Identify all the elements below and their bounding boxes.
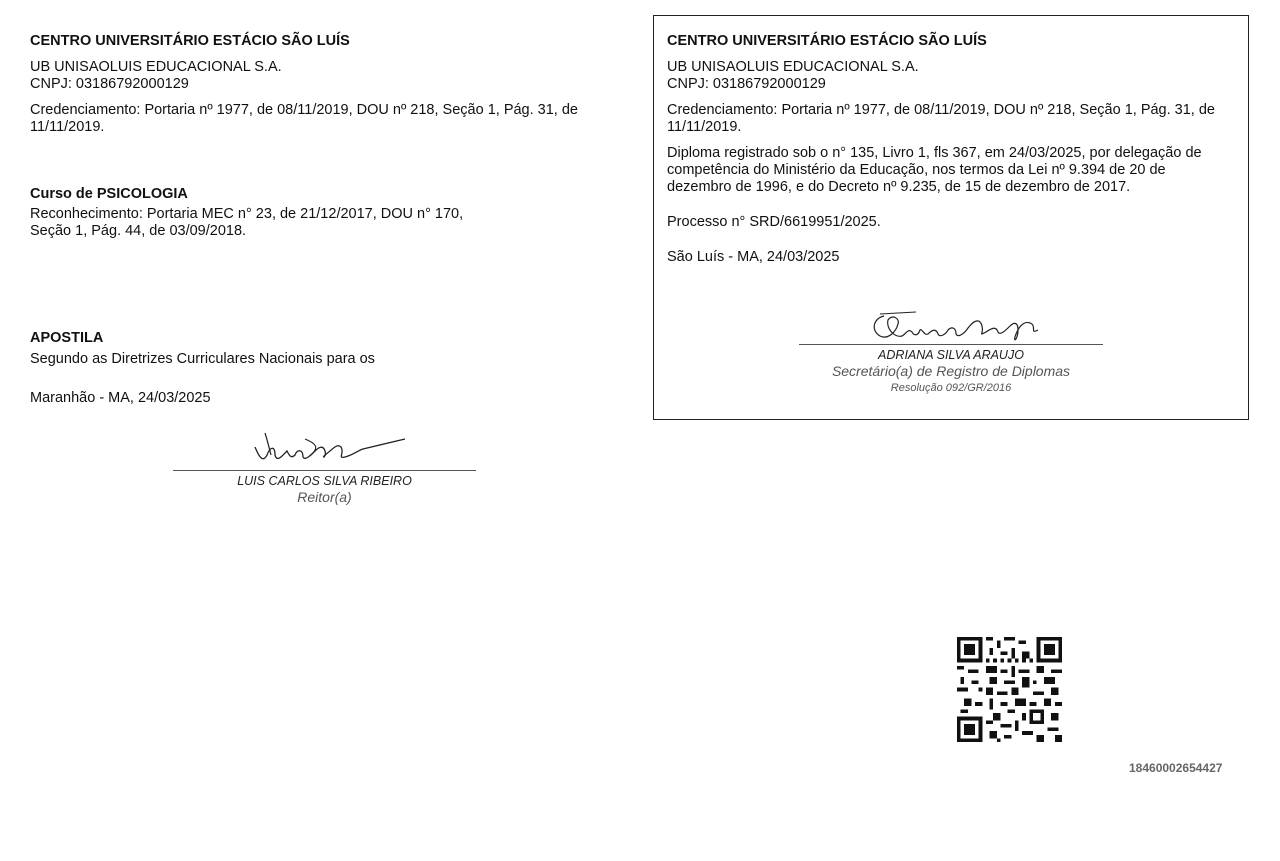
place-date: Maranhão - MA, 24/03/2025 [30, 390, 211, 406]
rector-name: LUIS CARLOS SILVA RIBEIRO [237, 474, 412, 488]
diploma-registration-box [653, 15, 1249, 420]
rector-signature-image [245, 425, 415, 470]
registration-mantenedora-name: UB UNISAOLUIS EDUCACIONAL S.A. [667, 59, 919, 75]
apostila-title: APOSTILA [30, 330, 104, 346]
registration-process-number: Processo n° SRD/6619951/2025. [667, 214, 881, 230]
institution-name: CENTRO UNIVERSITÁRIO ESTÁCIO SÃO LUÍS [30, 33, 350, 49]
registration-record-text: Diploma registrado sob o n° 135, Livro 1, fls 367, em 24/03/2025, por delegação de competência do Ministério da Educação, nos termos da Lei nº 9.394 de 20 de dezembro de 1996, e do Decreto nº 9.235, de 15 de dezembro de 2017. [667, 145, 1202, 195]
secretary-signature-line [799, 344, 1103, 345]
rector-signature-line [173, 470, 476, 471]
mantenedora-name: UB UNISAOLUIS EDUCACIONAL S.A. [30, 59, 282, 75]
document-code: 18460002654427 [1129, 761, 1223, 775]
apostila-text: Segundo as Diretrizes Curriculares Nacionais para os [30, 351, 375, 367]
diploma-left-column [30, 33, 620, 407]
course-title: Curso de PSICOLOGIA [30, 186, 188, 202]
cnpj: CNPJ: 03186792000129 [30, 76, 189, 92]
registration-credenciamento-text: Credenciamento: Portaria nº 1977, de 08/11/2019, DOU nº 218, Seção 1, Pág. 31, de 11/11/2019. [667, 102, 1215, 135]
secretary-resolution: Resolução 092/GR/2016 [890, 382, 1012, 394]
verification-qr-code [957, 637, 1062, 742]
rector-role: Reitor(a) [297, 489, 352, 505]
secretary-role: Secretário(a) de Registro de Diplomas [831, 363, 1071, 379]
registration-place-date: São Luís - MA, 24/03/2025 [667, 249, 840, 265]
reconhecimento-line-1: Reconhecimento: Portaria MEC n° 23, de 21/12/2017, DOU n° 170, [30, 206, 464, 222]
secretary-name: ADRIANA SILVA ARAUJO [878, 348, 1024, 362]
credenciamento-text: Credenciamento: Portaria nº 1977, de 08/11/2019, DOU nº 218, Seção 1, Pág. 31, de 11/11/2019. [30, 102, 578, 135]
secretary-signature-image [866, 306, 1066, 346]
registration-institution-name: CENTRO UNIVERSITÁRIO ESTÁCIO SÃO LUÍS [667, 33, 987, 49]
registration-cnpj: CNPJ: 03186792000129 [667, 76, 826, 92]
reconhecimento-line-2: Seção 1, Pág. 44, de 03/09/2018. [30, 223, 247, 239]
registration-content [667, 33, 1232, 266]
